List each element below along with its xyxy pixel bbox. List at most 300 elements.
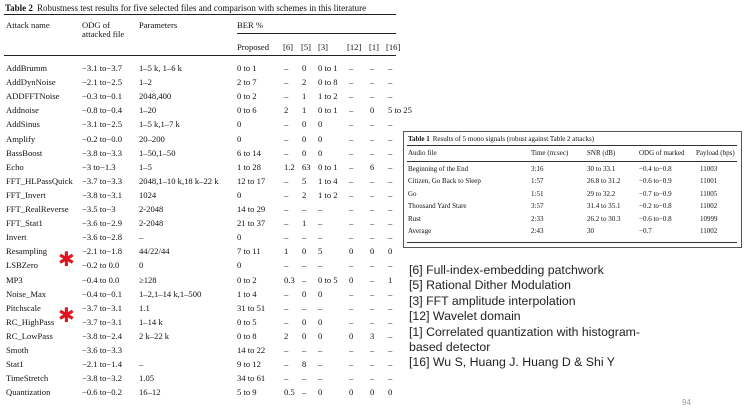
table2-cell-parameters: 20–200 <box>139 133 165 144</box>
red-asterisk-icon: ✱ <box>58 303 75 327</box>
table2-cell-ber-ref3: 0 to 1 <box>318 63 338 73</box>
table2-cell-parameters: 16–12 <box>139 387 161 398</box>
table2-cell-ber-ref6: – <box>284 260 289 271</box>
table1-cell-odg: −0.7 to−0.9 <box>639 189 672 198</box>
table2-cell-attack-name: Stat1 <box>6 359 24 370</box>
table2-caption <box>5 3 366 13</box>
table2-cell-ber-ref5: 8 <box>302 359 307 370</box>
table2-cell-attack-name: Invert <box>6 232 27 243</box>
t1-header-file: Audio file <box>408 149 437 157</box>
table2-cell-ber-proposed: 1 to 4 <box>237 288 257 299</box>
table2-cell-attack-name: AddSinus <box>6 119 40 130</box>
table2-cell-attack-name: RC_LowPass <box>6 330 53 341</box>
table2-cell-parameters: ≥128 <box>139 274 157 285</box>
table2-cell-ber-ref16: – <box>388 119 393 130</box>
table2-cell-parameters: 2 k–22 k <box>139 330 170 341</box>
table2-cell-parameters: 1–2 <box>139 77 152 88</box>
table2-cell-ber-ref5: – <box>302 232 307 243</box>
table2-cell-ber-ref3: – <box>318 359 323 370</box>
table2-cell-ber-ref3: – <box>318 373 323 384</box>
table1-cell-file: Citizen, Go Back to Sleep <box>408 177 481 186</box>
table2-cell-ber-ref1: – <box>370 345 375 355</box>
table2-cell-ber-ref3: 1 to 2 <box>318 91 338 102</box>
table2-cell-ber-ref6: 2 <box>284 330 289 341</box>
table2-cell-ber-proposed: 0 to 8 <box>237 330 257 341</box>
table2-cell-ber-ref16: – <box>388 260 393 271</box>
table1-cell-time: 2:33 <box>531 214 544 223</box>
table2-cell-ber-ref16: 5 to 25 <box>388 105 412 116</box>
table2-cell-ber-ref3: 0 <box>318 147 323 158</box>
table2-cell-ber-ref12: – <box>349 91 354 102</box>
table2-cell-ber-ref5: – <box>302 345 307 355</box>
table2-cell-ber-ref3: 0 <box>318 119 323 130</box>
table2-cell-ber-ref12: – <box>349 359 354 370</box>
table2-cell-ber-proposed: 5 to 9 <box>237 387 257 398</box>
table2-cell-ber-ref12: 0 <box>349 274 354 285</box>
t1-header-time: Time (m:sec) <box>531 149 569 157</box>
table2-cell-ber-ref16: – <box>388 77 393 88</box>
table2-cell-ber-ref1: – <box>370 218 375 229</box>
table2-cell-parameters: 1–5 <box>139 161 152 172</box>
table2-cell-ber-ref12: – <box>349 288 354 299</box>
table2-cell-ber-ref12: – <box>349 133 354 144</box>
table2-cell-ber-ref5: 2 <box>302 77 307 88</box>
table2-cell-ber-ref1: – <box>370 274 375 285</box>
table2-cell-ber-ref3: 0 <box>318 316 323 327</box>
header-attack-name: Attack name <box>6 20 50 30</box>
table2-cell-ber-ref3: 0 <box>318 133 323 144</box>
table2-cell-ber-ref6: – <box>284 302 289 313</box>
table2-cell-odg-value: −3.6 to−2.9 <box>82 218 123 229</box>
table2-cell-ber-ref16: – <box>388 218 393 229</box>
table2-cell-odg-value: −0.6 to−0.2 <box>82 387 123 398</box>
table1-cell-time: 2:43 <box>531 227 544 235</box>
table2-cell-odg-value: −0.4 to−0.1 <box>82 288 123 299</box>
table1-cell-file: Beginning of the End <box>408 165 469 173</box>
table2-cell-parameters: 1.1 <box>139 302 150 313</box>
table2-top-rule <box>4 14 396 15</box>
header-proposed: Proposed <box>237 42 269 52</box>
table1-caption <box>408 135 594 143</box>
header-ref5: [5] <box>301 42 312 52</box>
table2-cell-ber-ref6: 1 <box>284 246 289 257</box>
table2-cell-ber-ref12: 0 <box>349 330 354 341</box>
table1-cell-snr: 31.4 to 35.1 <box>587 202 621 211</box>
table2-cell-ber-ref6: – <box>284 91 289 102</box>
table2-cell-attack-name: Amplify <box>6 133 36 144</box>
ber-sub-rule <box>237 33 396 34</box>
table2-cell-ber-ref6: – <box>284 288 289 299</box>
table2-cell-ber-proposed: 0 <box>237 260 242 271</box>
table2-cell-ber-ref6: – <box>284 316 289 327</box>
table2-cell-ber-ref3: 0 <box>318 288 323 299</box>
table2-cell-ber-ref3: 5 <box>318 246 323 257</box>
table2-cell-attack-name: RC_HighPass <box>6 316 55 327</box>
table2-cell-ber-ref1: 0 <box>370 246 375 257</box>
table2-cell-attack-name: Noise_Max <box>6 288 47 299</box>
table2-cell-odg-value: −3.1 to−3.7 <box>82 63 123 73</box>
table1-cell-file: Thousand Yard Stare <box>408 202 467 211</box>
table2-cell-ber-ref16: – <box>388 189 393 200</box>
table2-cell-ber-proposed: 0 <box>237 189 242 200</box>
table2-cell-ber-ref12: – <box>349 218 354 229</box>
table2-cell-ber-ref16: – <box>388 232 393 243</box>
table2-cell-odg-value: −0.2 to 0.0 <box>82 260 120 271</box>
reference-item: [16] Wu S, Huang J. Huang D & Shi Y <box>409 355 615 370</box>
table2-cell-odg-value: −2.1 to−1.8 <box>82 246 123 257</box>
table2-cell-ber-proposed: 31 to 51 <box>237 302 266 313</box>
table2-cell-odg-value: −3.8 to−3.3 <box>82 147 123 158</box>
table2-cell-ber-ref5: 0 <box>302 133 307 144</box>
table2-cell-attack-name: FFT_Invert <box>6 189 46 200</box>
table2-cell-attack-name: Pitchscale <box>6 302 41 313</box>
table2-cell-ber-ref16: – <box>388 204 393 214</box>
table2-cell-ber-ref1: – <box>370 260 375 271</box>
table2-cell-ber-ref5: 5 <box>302 175 307 186</box>
table2-cell-ber-ref6: 0.3 <box>284 274 295 285</box>
table2-cell-parameters: 1–5 k, 1–6 k <box>139 63 182 73</box>
table2-cell-ber-ref12: – <box>349 260 354 271</box>
table2-cell-attack-name: Echo <box>6 161 24 172</box>
table2-cell-ber-proposed: 2 to 7 <box>237 77 257 88</box>
table1-cell-snr: 29 to 32.2 <box>587 189 616 198</box>
table2-cell-ber-proposed: 1 to 28 <box>237 161 261 172</box>
table2-cell-ber-ref16: – <box>388 359 393 370</box>
table2-cell-parameters: 2-2048 <box>139 204 164 214</box>
table2-cell-ber-ref1: 3 <box>370 330 375 341</box>
table2-cell-ber-ref1: – <box>370 119 375 130</box>
table2-cell-attack-name: LSBZero <box>6 260 38 271</box>
table2-cell-odg-value: −0.8 to−0.4 <box>82 105 123 116</box>
table2-cell-odg-value: −3.1 to−2.5 <box>82 119 123 130</box>
table2-cell-ber-ref3: – <box>318 218 323 229</box>
table2-cell-ber-ref6: – <box>284 147 289 158</box>
table2-cell-attack-name: FFT_RealReverse <box>6 204 69 214</box>
table2-cell-ber-ref5: 0 <box>302 330 307 341</box>
table2-cell-ber-ref6: – <box>284 133 289 144</box>
table1-cell-odg: −0.6 to−0.9 <box>639 177 672 186</box>
table2-cell-ber-ref5: 0 <box>302 288 307 299</box>
table2-cell-ber-ref12: – <box>349 302 354 313</box>
header-ref16: [16] <box>386 42 401 52</box>
table2-cell-odg-value: −3 to−1.3 <box>82 161 116 172</box>
table2-cell-ber-ref3: 0 to 1 <box>318 161 338 172</box>
table1-cell-payload: 11002 <box>700 202 718 211</box>
table2-cell-ber-proposed: 6 to 14 <box>237 147 261 158</box>
table2-cell-ber-ref1: – <box>370 133 375 144</box>
table2-cell-parameters: 2-2048 <box>139 218 164 229</box>
table2-cell-ber-ref3: 0 <box>318 387 323 398</box>
table2-cell-ber-ref3: 0 to 5 <box>318 274 338 285</box>
table2-cell-ber-ref16: 0 <box>388 387 393 398</box>
table2-cell-parameters: 44/22/44 <box>139 246 170 257</box>
t1-header-payload: Payload (bps) <box>696 149 735 157</box>
table2-cell-ber-ref12: – <box>349 175 354 186</box>
table2-cell-ber-proposed: 7 to 11 <box>237 246 261 257</box>
table2-cell-ber-ref1: – <box>370 232 375 243</box>
table1-cell-payload: 11005 <box>700 189 718 198</box>
table1-panel <box>403 131 742 248</box>
table2-cell-ber-ref5: – <box>302 260 307 271</box>
table2-cell-ber-ref1: – <box>370 91 375 102</box>
table1-cell-time: 3:57 <box>531 202 544 211</box>
table2-cell-attack-name: MP3 <box>6 274 23 285</box>
table2-cell-odg-value: −3.7 to−3.1 <box>82 316 123 327</box>
header-ref3: [3] <box>318 42 329 52</box>
table2-cell-ber-proposed: 0 to 2 <box>237 274 257 285</box>
reference-item: [3] FFT amplitude interpolation <box>409 293 576 308</box>
table2-cell-ber-ref6: 2 <box>284 105 289 116</box>
table2-cell-ber-ref1: – <box>370 77 375 88</box>
table2-cell-odg-value: −2.1 to−1.4 <box>82 359 123 370</box>
table2-cell-attack-name: ADDFFTNoise <box>6 91 60 102</box>
table2-cell-ber-ref3: 0 <box>318 330 323 341</box>
table1-cell-payload: 11003 <box>700 165 718 173</box>
table2-cell-odg-value: −0.2 to−0.0 <box>82 133 123 144</box>
table2-cell-odg-value: −0.3 to−0.1 <box>82 91 123 102</box>
table2-cell-ber-ref1: – <box>370 288 375 299</box>
table2-cell-ber-ref3: 1 to 4 <box>318 175 338 186</box>
table2-cell-attack-name: Addnoise <box>6 105 39 116</box>
table2-cell-ber-ref5: 63 <box>302 161 311 172</box>
table2-cell-ber-ref1: – <box>370 359 375 370</box>
table2-cell-attack-name: FFT_Stat1 <box>6 218 43 229</box>
table2-cell-attack-name: Resampling <box>6 246 48 257</box>
table2-cell-ber-ref5: 1 <box>302 105 307 116</box>
table2-caption-text: Robustness test results for five selected files and comparison with schemes in this literature <box>36 3 367 13</box>
table1-caption-text: Results of 5 mono signals (robust against Table 2 attacks) <box>432 135 595 143</box>
table2-cell-ber-ref12: – <box>349 204 354 214</box>
table1-cell-file: Rust <box>408 214 421 223</box>
table2-cell-ber-ref5: 1 <box>302 218 307 229</box>
table2-cell-ber-ref16: – <box>388 175 393 186</box>
table2-cell-ber-ref12: – <box>349 105 354 116</box>
table1-cell-time: 1:51 <box>531 189 544 198</box>
header-ref12: [12] <box>347 42 362 52</box>
header-ref1: [1] <box>369 42 380 52</box>
table2-cell-ber-ref1: – <box>370 63 375 73</box>
table2-cell-parameters: 1–50,1–50 <box>139 147 176 158</box>
reference-item: [1] Correlated quantization with histogram- <box>409 324 641 339</box>
table2-cell-ber-ref6: – <box>284 232 289 243</box>
table2-cell-parameters: – <box>139 359 144 370</box>
table2-cell-ber-proposed: 0 <box>237 232 242 243</box>
table1-cell-odg: −0.7 <box>639 227 652 235</box>
table2-cell-ber-proposed: 34 to 61 <box>237 373 266 384</box>
table2-cell-ber-ref5: 0 <box>302 316 307 327</box>
table2-cell-ber-ref6: – <box>284 345 289 355</box>
table2-cell-ber-ref16: 1 <box>388 274 393 285</box>
table2-cell-ber-ref3: – <box>318 345 323 355</box>
table2-cell-ber-proposed: 21 to 37 <box>237 218 266 229</box>
page-number: 94 <box>682 398 691 407</box>
table2-cell-ber-ref12: – <box>349 345 354 355</box>
table1-cell-payload: 11002 <box>700 227 718 235</box>
table2-cell-ber-ref5: 0 <box>302 119 307 130</box>
table2-cell-ber-ref1: 0 <box>370 105 375 116</box>
table2-cell-ber-ref6: – <box>284 77 289 88</box>
header-odg-line1: ODG of <box>82 20 110 30</box>
table2-cell-ber-ref5: – <box>302 274 307 285</box>
table2-cell-parameters: 2048,400 <box>139 91 172 102</box>
table2-cell-ber-ref6: – <box>284 373 289 384</box>
table2-cell-ber-ref16: – <box>388 316 393 327</box>
table2-cell-ber-ref12: 0 <box>349 246 354 257</box>
table2-cell-odg-value: −3.8 to−3.2 <box>82 373 123 384</box>
table2-cell-ber-ref5: 0 <box>302 147 307 158</box>
table2-cell-ber-ref16: – <box>388 91 393 102</box>
table1-cell-file: Go <box>408 189 417 198</box>
t1-header-odg: ODG of marked <box>639 149 685 157</box>
table2-cell-ber-ref6: 1.2 <box>284 161 295 172</box>
table2-cell-ber-ref16: – <box>388 161 393 172</box>
table2-cell-parameters: 1–2,1–14 k,1–500 <box>139 288 202 299</box>
table2-cell-ber-ref1: – <box>370 189 375 200</box>
table2-label: Table 2 <box>5 3 33 13</box>
table2-cell-attack-name: AddDynNoise <box>6 77 56 88</box>
table2-cell-ber-ref16: – <box>388 63 393 73</box>
table2-cell-ber-ref3: – <box>318 302 323 313</box>
table2-cell-attack-name: BassBoost <box>6 147 43 158</box>
reference-item: [5] Rational Dither Modulation <box>409 278 571 293</box>
table2-cell-ber-ref3: – <box>318 204 323 214</box>
table2-cell-ber-ref16: – <box>388 288 393 299</box>
table2-cell-parameters: – <box>139 232 144 243</box>
table1-top-rule <box>407 145 737 146</box>
table2-cell-ber-proposed: 14 to 22 <box>237 345 266 355</box>
table2-cell-odg-value: −0.4 to 0.0 <box>82 274 120 285</box>
table2-cell-odg-value: −2.1 to−2.5 <box>82 77 123 88</box>
table2-cell-ber-ref5: – <box>302 373 307 384</box>
table2-cell-odg-value: −3.8 to−3.1 <box>82 189 123 200</box>
table2-cell-ber-ref5: – <box>302 387 307 398</box>
table2-cell-ber-ref1: – <box>370 302 375 313</box>
table2-cell-ber-proposed: 0 to 1 <box>237 63 257 73</box>
table2-cell-odg-value: −3.7 to−3.1 <box>82 302 123 313</box>
table2-cell-ber-ref6: – <box>284 359 289 370</box>
table2-cell-ber-ref5: 0 <box>302 246 307 257</box>
header-odg-line2: attacked file <box>82 29 125 39</box>
table1-cell-file: Average <box>408 227 432 235</box>
table2-cell-ber-ref1: – <box>370 316 375 327</box>
table2-cell-ber-proposed: 0 <box>237 119 242 130</box>
header-ref6: [6] <box>283 42 294 52</box>
table2-cell-odg-value: −3.8 to−2.4 <box>82 330 123 341</box>
table2-cell-ber-proposed: 9 to 12 <box>237 359 261 370</box>
table2-cell-ber-ref12: – <box>349 232 354 243</box>
table2-cell-attack-name: Quantization <box>6 387 51 398</box>
table2-cell-parameters: 1–20 <box>139 105 157 116</box>
table2-cell-ber-ref12: – <box>349 63 354 73</box>
table2-cell-ber-proposed: 0 to 5 <box>237 316 257 327</box>
table2-cell-parameters: 1–5 k,1–7 k <box>139 119 180 130</box>
table1-cell-payload: 11001 <box>700 177 718 186</box>
table2-cell-attack-name: FFT_HLPassQuick <box>6 175 73 186</box>
reference-item: [12] Wavelet domain <box>409 309 521 324</box>
table1-cell-payload: 10999 <box>700 214 718 223</box>
reference-item: based detector <box>409 340 491 355</box>
table2-cell-ber-ref1: – <box>370 373 375 384</box>
table2-cell-ber-proposed: 14 to 29 <box>237 204 266 214</box>
table2-cell-ber-ref6: – <box>284 119 289 130</box>
table1-cell-odg: −0.2 to−0.8 <box>639 202 672 211</box>
table2-cell-ber-ref16: – <box>388 345 393 355</box>
table2-cell-ber-proposed: 0 to 2 <box>237 91 257 102</box>
table2-cell-ber-ref1: 0 <box>370 387 375 398</box>
table2-cell-ber-ref6: – <box>284 204 289 214</box>
table2-cell-ber-ref3: 1 to 2 <box>318 189 338 200</box>
header-ber: BER % <box>237 20 264 30</box>
table1-cell-time: 1:57 <box>531 177 544 186</box>
table2-cell-ber-ref5: 2 <box>302 189 307 200</box>
table2-cell-ber-ref6: – <box>284 218 289 229</box>
table2-cell-ber-ref5: – <box>302 302 307 313</box>
table2-cell-ber-ref1: – <box>370 175 375 186</box>
table2-cell-ber-ref16: – <box>388 373 393 384</box>
table2-cell-parameters: 0 <box>139 260 144 271</box>
table2-cell-ber-ref16: – <box>388 133 393 144</box>
table2-cell-ber-proposed: 0 to 6 <box>237 105 257 116</box>
header-parameters: Parameters <box>139 20 178 30</box>
reference-list <box>409 263 640 371</box>
table2-cell-ber-ref16: 0 <box>388 246 393 257</box>
table2-cell-ber-proposed: 0 <box>237 133 242 144</box>
table2-cell-odg-value: −3.7 to−3.3 <box>82 175 123 186</box>
table2-cell-ber-ref6: – <box>284 63 289 73</box>
table2-cell-ber-ref3: – <box>318 232 323 243</box>
table2-cell-ber-ref3: – <box>318 260 323 271</box>
table1-cell-snr: 30 to 33.1 <box>587 165 616 173</box>
table1-label: Table 1 <box>408 135 430 143</box>
table2-cell-ber-ref5: 0 <box>302 63 307 73</box>
reference-item: [6] Full-index-embedding patchwork <box>409 263 604 277</box>
table2-cell-ber-ref12: 0 <box>349 387 354 398</box>
table2-cell-ber-ref6: – <box>284 175 289 186</box>
table2-cell-ber-ref16: – <box>388 330 393 341</box>
table1-bottom-rule <box>407 242 737 243</box>
table1-cell-snr: 26.2 to 30.3 <box>587 214 621 223</box>
table2-cell-ber-ref12: – <box>349 77 354 88</box>
table2-cell-ber-ref12: – <box>349 373 354 384</box>
table2-cell-ber-ref12: – <box>349 316 354 327</box>
table2-cell-ber-ref1: 6 <box>370 161 375 172</box>
table1-cell-snr: 30 <box>587 227 594 235</box>
table2-cell-ber-ref12: – <box>349 189 354 200</box>
table2-cell-parameters: 1.05 <box>139 373 155 384</box>
table2-cell-attack-name: TimeStretch <box>6 373 49 384</box>
table2-cell-odg-value: −3.5 to−3 <box>82 204 116 214</box>
table2-cell-ber-ref3: 0 to 1 <box>318 105 338 116</box>
table2-cell-ber-ref16: – <box>388 302 393 313</box>
table2-cell-attack-name: AddBrumm <box>6 63 48 73</box>
red-asterisk-icon: ✱ <box>58 247 75 271</box>
table2-cell-parameters: 1024 <box>139 189 157 200</box>
table2-cell-odg-value: −3.6 to−2.8 <box>82 232 123 243</box>
table2-cell-attack-name: Smoth <box>6 345 29 355</box>
table2-cell-ber-ref1: – <box>370 204 375 214</box>
table2-header-rule <box>4 55 396 56</box>
table2-cell-ber-ref12: – <box>349 147 354 158</box>
table2-cell-ber-ref5: 1 <box>302 91 307 102</box>
table2-cell-parameters: 1–14 k <box>139 316 163 327</box>
table2-cell-ber-ref1: – <box>370 147 375 158</box>
table2-cell-ber-ref3: 0 to 8 <box>318 77 338 88</box>
table2-cell-ber-ref5: – <box>302 204 307 214</box>
table2-cell-ber-ref16: – <box>388 147 393 158</box>
table2-cell-ber-proposed: 12 to 17 <box>237 175 266 186</box>
table2-cell-ber-ref12: – <box>349 161 354 172</box>
table1-cell-time: 3:16 <box>531 165 544 173</box>
